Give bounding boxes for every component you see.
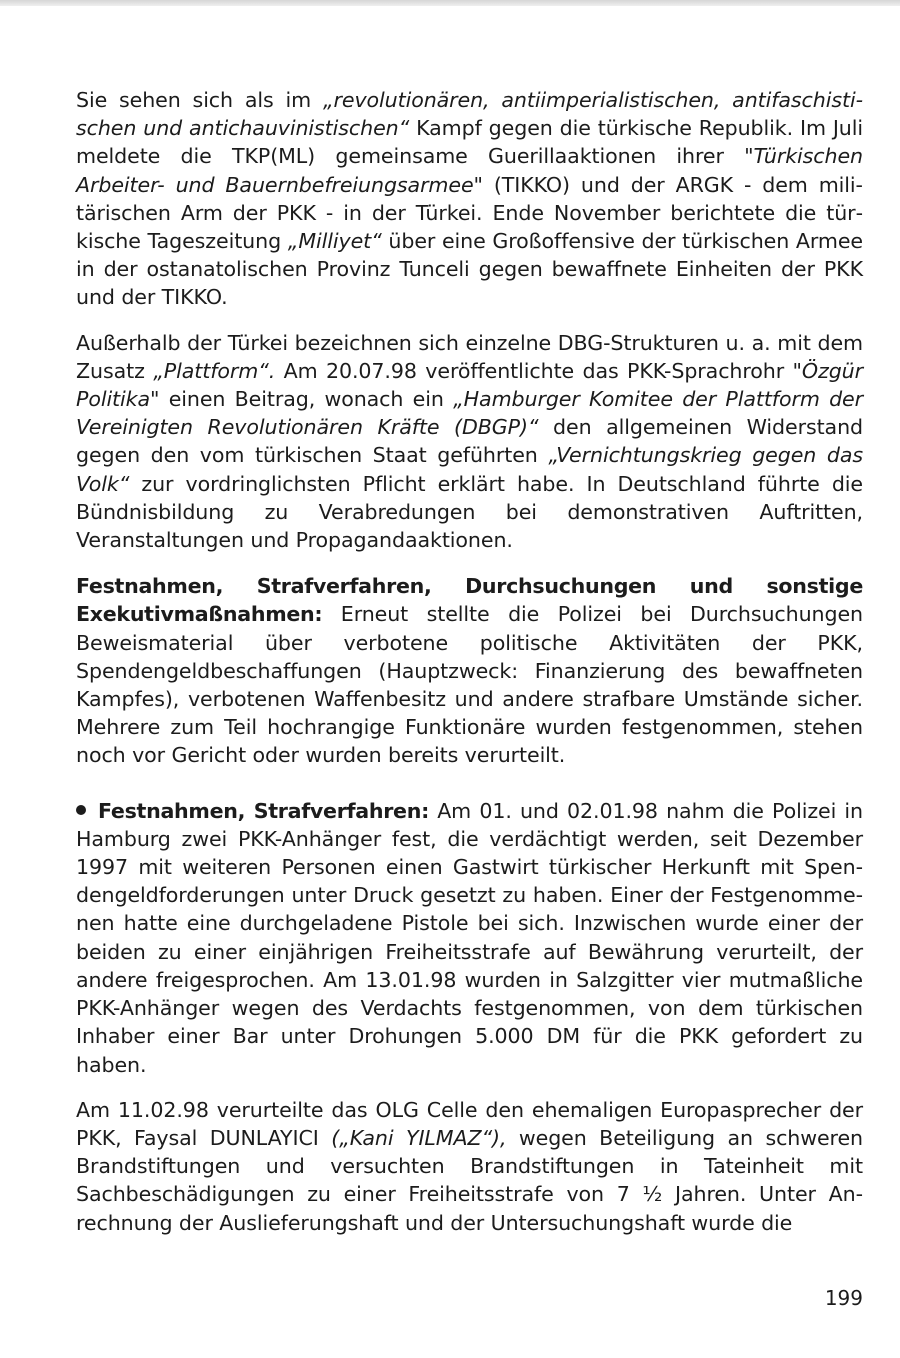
text-run: einen Beitrag, wonach ein bbox=[159, 387, 454, 412]
section-heading-inline: Festnahmen, Strafverfahren, Durchsuchungen und sonstige Exekutivmaßnahmen: bbox=[76, 574, 863, 627]
document-page bbox=[76, 86, 863, 1237]
quoted-italic: „Plattform“. bbox=[153, 358, 276, 383]
text-run: den allgemeinen Widerstand gegen den vom türkischen Staat geführten bbox=[76, 415, 864, 468]
quoted-italic: „revolutionären, antiimperialistischen, antifaschistischen und antichauvinistischen“ bbox=[76, 88, 863, 141]
paragraph-dbg-outside-turkey bbox=[76, 329, 863, 555]
page-number: 199 bbox=[824, 1286, 863, 1310]
paragraph-dbg-turkey bbox=[76, 86, 863, 312]
text-run: Am 20.07.98 veröffentlichte das PKK-Sprachrohr bbox=[275, 358, 793, 383]
text-run: wegen Beteiligung an schweren Brandstiftungen und versuchten Brandstiftungen in Tateinheit mit Sachbeschädigungen zu einer Freiheitsstrafe von 7 ½ Jahren. Unter Anrechnung der Auslieferungshaft und der Untersuchungshaft wurde die bbox=[76, 1125, 863, 1235]
paragraph-executive-measures bbox=[76, 572, 863, 769]
text-run: Außerhalb der Türkei bezeichnen sich einzelne DBG-Strukturen u. a. mit dem Zusatz bbox=[76, 330, 863, 383]
text-run: Am 01. und 02.01.98 nahm die Polizei in Hamburg zwei PKK-Anhänger fest, die verdächtigt werden, seit Dezember 1997 mit weiteren Personen einen Gastwirt türkischer Herkunft mit Spendengeldforderungen unter Druck gesetzt zu haben. Einer der Festgenommenen hatte eine durchgeladene Pistole bei sich. Inzwischen wurde einer der beiden zu einer einjährigen Freiheitsstrafe auf Bewährung verurteilt, der andere freigesprochen. Am 13.01.98 wurden in Salzgitter vier mutmaßliche PKK-Anhänger wegen des Verdachts festgenommen, von dem türkischen Inhaber einer Bar unter Drohungen 5.000 DM für die PKK gefordert zu haben. bbox=[76, 798, 863, 1077]
quoted-italic: „Milliyet“ bbox=[287, 229, 382, 254]
subsection-heading-inline: Festnahmen, Strafverfahren: bbox=[98, 798, 430, 823]
quoted-italic: „Hamburger Komitee der Plattform der Vereinigten Revolutionären Kräfte (DBGP)“ bbox=[76, 387, 863, 440]
text-run: Sie sehen sich als im bbox=[76, 88, 323, 112]
text-run: Am 11.02.98 verurteilte das OLG Celle den ehemaligen Europasprecher der PKK, Faysal DUNLAYICI bbox=[76, 1097, 863, 1150]
text-run: über eine Großoffensive der türkischen Armee in der ostanatolischen Provinz Tunceli gegen bewaffnete Einheiten der PKK und der TIKKO. bbox=[76, 229, 863, 310]
quoted-italic: "Türkischen Arbeiter- und Bauernbefreiungsarmee" bbox=[76, 144, 863, 197]
paragraph-olg-celle bbox=[76, 1096, 863, 1237]
text-run: (TIKKO) und der ARGK - dem militärischen Arm der PKK - in der Türkei. Ende November berichtete die türkische Tageszeitung bbox=[76, 172, 863, 254]
bullet-icon bbox=[76, 805, 86, 815]
text-run: Erneut stellte die Polizei bei Durchsuchungen Beweismaterial über verbotene politische Aktivitäten der PKK, Spendengeldbeschaffungen (Hauptzweck: Finanzierung des bewaffneten Kampfes), verbotenen Waffenbesitz und andere strafbare Umstände sicher. Mehrere zum Teil hochrangige Funktionäre wurden festgenommen, stehen noch vor Gericht oder wurden bereits verurteilt. bbox=[76, 602, 863, 768]
text-run: zur vordringlichsten Pflicht erklärt habe. In Deutschland führte die Bündnisbildung zu Verabredungen bei demonstrativen Auftritten, Veranstaltungen und Propagandaaktionen. bbox=[76, 471, 863, 553]
quoted-italic: („Kani YILMAZ“), bbox=[331, 1125, 507, 1150]
quoted-italic: "Özgür Politika" bbox=[76, 358, 863, 412]
paragraph-arrests bbox=[76, 797, 863, 1079]
text-run: Kampf gegen die türkische Republik. Im Juli meldete die TKP(ML) gemeinsame Guerillaaktionen ihrer bbox=[76, 116, 864, 169]
top-edge-shadow bbox=[0, 0, 900, 6]
quoted-italic: „Vernichtungskrieg gegen das Volk“ bbox=[76, 443, 863, 496]
